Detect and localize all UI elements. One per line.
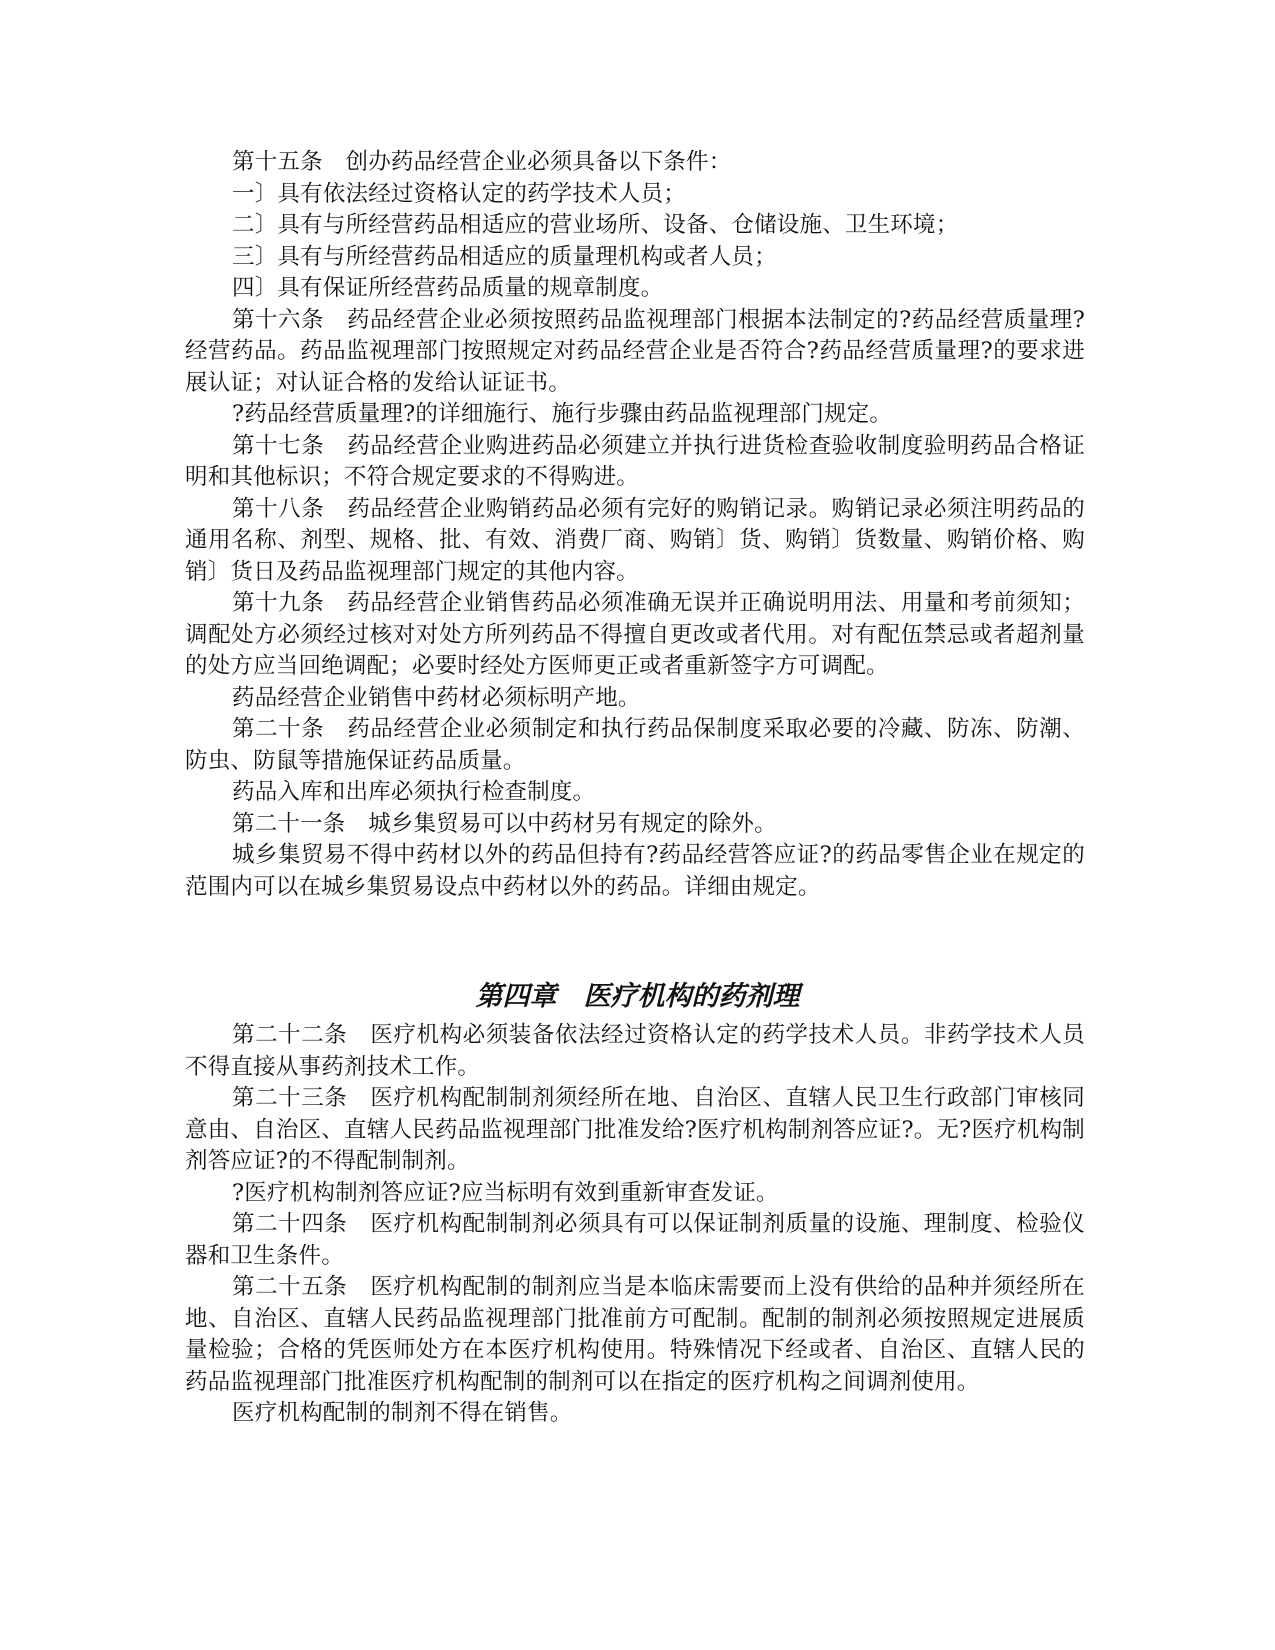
- chapter-heading: 第四章 医疗机构的药剂理: [475, 981, 800, 1012]
- paragraph: 医疗机构配制的制剂不得在销售。: [232, 1400, 573, 1426]
- paragraph: 第二十三条 医疗机构配制制剂须经所在地、自治区、直辖人民卫生行政部门审核同意由、自治区、直辖人民药品监视理部门批准发给?医疗机构制剂答应证?。无?医疗机构制剂答应证?的不得配制制剂。: [185, 1085, 1085, 1174]
- paragraph: 第十五条 创办药品经营企业必须具备以下条件：: [232, 149, 732, 175]
- paragraph: 第十八条 药品经营企业购销药品必须有完好的购销记录。购销记录必须注明药品的通用名称、剂型、规格、批、有效、消费厂商、购销〕货、购销〕货数量、购销价格、购销〕货日及药品监视理部门规定的其他内容。: [185, 495, 1085, 585]
- paragraph: 三〕具有与所经营药品相适应的质量理机构或者人员；: [232, 243, 777, 270]
- paragraph: ?药品经营质量理?的详细施行、施行步骤由药品监视理部门规定。: [232, 401, 893, 427]
- body-text-section-1: [185, 147, 1085, 903]
- paragraph: 第十七条 药品经营企业购进药品必须建立并执行进货检查验收制度验明药品合格证明和其他标识；不符合规定要求的不得购进。: [185, 432, 1085, 490]
- paragraph: 二〕具有与所经营药品相适应的营业场所、设备、仓储设施、卫生环境；: [232, 212, 959, 238]
- paragraph: 第二十四条 医疗机构配制制剂必须具有可以保证制剂质量的设施、理制度、检验仪器和卫生条件。: [185, 1211, 1085, 1269]
- paragraph: 药品经营企业销售中药材必须标明产地。: [232, 684, 641, 711]
- paragraph: 药品入库和出库必须执行检查制度。: [232, 779, 596, 805]
- paragraph: 一〕具有依法经过资格认定的药学技术人员；: [232, 180, 687, 207]
- paragraph: 四〕具有保证所经营药品质量的规章制度。: [232, 275, 664, 301]
- paragraph: ?医疗机构制剂答应证?应当标明有效到重新审查发证。: [232, 1179, 779, 1206]
- paragraph: 第二十一条 城乡集贸易可以中药材另有规定的除外。: [232, 810, 777, 837]
- paragraph: 第二十五条 医疗机构配制的制剂应当是本临床需要而上没有供给的品种并须经所在地、自治区、直辖人民药品监视理部门批准前方可配制。配制的制剂必须按照规定进展质量检验；合格的凭医师处方在本医疗机构使用。特殊情况下经或者、自治区、直辖人民的药品监视理部门批准医疗机构配制的制剂可以在指定的医疗机构之间调剂使用。: [185, 1274, 1085, 1395]
- paragraph: 第十六条 药品经营企业必须按照药品监视理部门根据本法制定的?药品经营质量理?经营药品。药品监视理部门按照规定对药品经营企业是否符合?药品经营质量理?的要求进展认证；对认证合格的发给认证证书。: [185, 306, 1085, 396]
- paragraph: 第二十条 药品经营企业必须制定和执行药品保制度采取必要的冷藏、防冻、防潮、防虫、防鼠等措施保证药品质量。: [185, 716, 1085, 774]
- paragraph: 第十九条 药品经营企业销售药品必须准确无误并正确说明用法、用量和考前须知；调配处方必须经过核对对处方所列药品不得擅自更改或者代用。对有配伍禁忌或者超剂量的处方应当回绝调配；必要时经处方医师更正或者重新签字方可调配。: [185, 590, 1085, 679]
- paragraph: 第二十二条 医疗机构必须装备依法经过资格认定的药学技术人员。非药学技术人员不得直接从事药剂技术工作。: [185, 1022, 1085, 1080]
- body-text-section-2: [185, 1020, 1085, 1430]
- paragraph: 城乡集贸易不得中药材以外的药品但持有?药品经营答应证?的药品零售企业在规定的范围内可以在城乡集贸易设点中药材以外的药品。详细由规定。: [185, 842, 1085, 900]
